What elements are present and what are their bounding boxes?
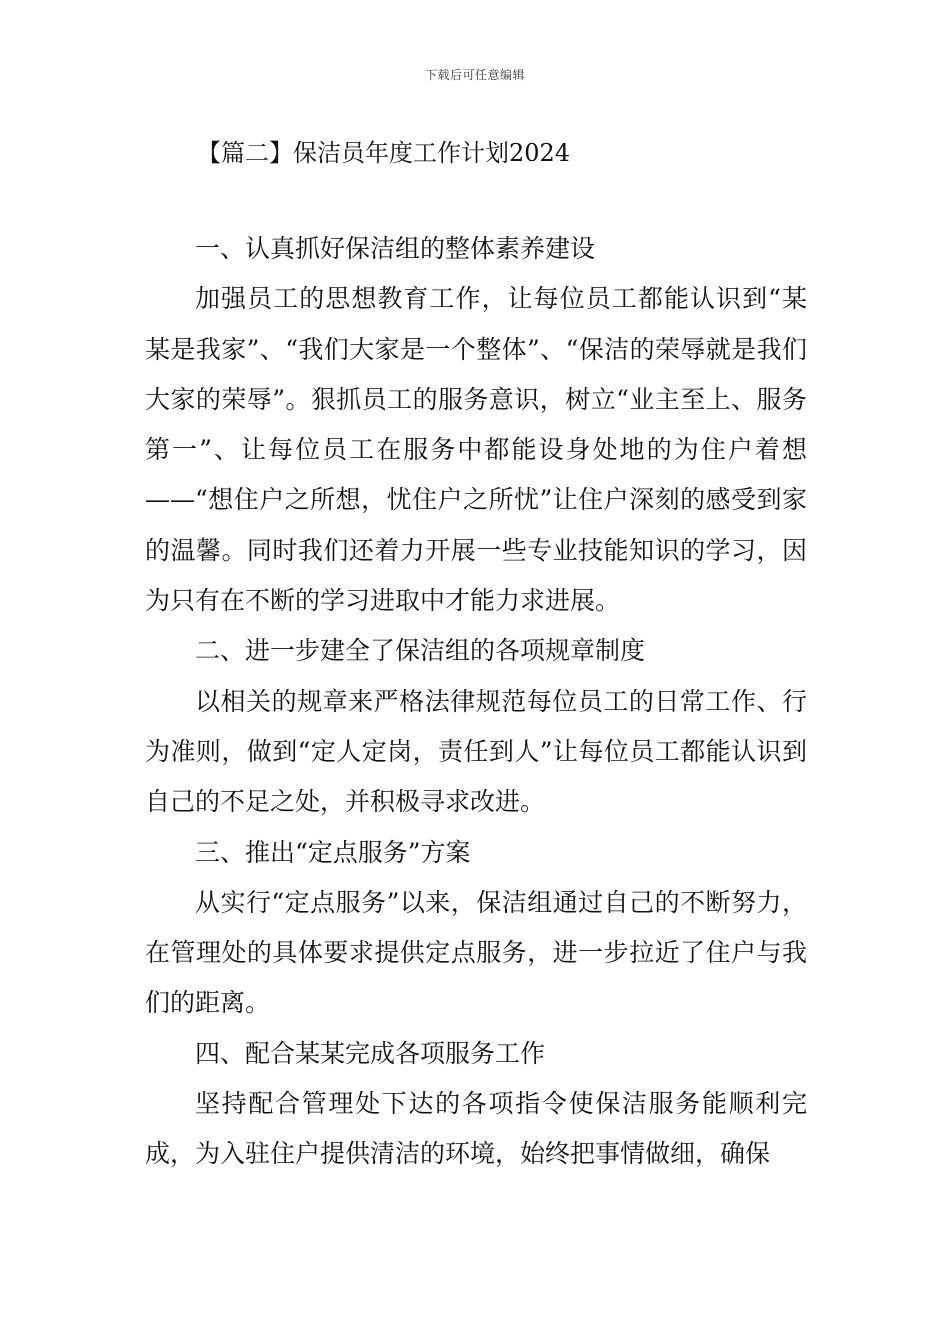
section-heading-4: 四、配合某某完成各项服务工作: [195, 1038, 546, 1068]
paragraph-2: 以相关的规章来严格法律规范每位员工的日常工作、行为准则，做到“定人定岗，责任到人”让每位员工都能认识到自己的不足之处，并积极寻求改进。: [145, 686, 807, 817]
document-body: [145, 224, 807, 1180]
paragraph-1: 加强员工的思想教育工作，让每位员工都能认识到“某某是我家”、“我们大家是一个整体”、“保洁的荣辱就是我们大家的荣辱”。狠抓员工的服务意识，树立“业主至上、服务第一”、让每位员工在服务中都能设身处地的为住户着想——“想住户之所想，忧住户之所忧”让住户深刻的感受到家的温馨。同时我们还着力开展一些专业技能知识的学习，因为只有在不断的学习进取中才能力求进展。: [145, 284, 807, 616]
paragraph-4: 坚持配合管理处下达的各项指令使保洁服务能顺利完成，为入驻住户提供清洁的环境，始终把事情做细，确保: [145, 1089, 807, 1169]
section-heading-1: 一、认真抓好保洁组的整体素养建设: [195, 234, 596, 263]
page-header-note: 下载后可任意编辑: [424, 68, 525, 82]
paragraph-3: 从实行“定点服务”以来，保洁组通过自己的不断努力，在管理处的具体要求提供定点服务，进一步拉近了住户与我们的距离。: [145, 887, 807, 1018]
section-heading-3: 三、推出“定点服务”方案: [195, 837, 471, 867]
document-title: 【篇二】保洁员年度工作计划2024: [197, 139, 571, 167]
section-heading-2: 二、进一步建全了保洁组的各项规章制度: [195, 636, 646, 666]
